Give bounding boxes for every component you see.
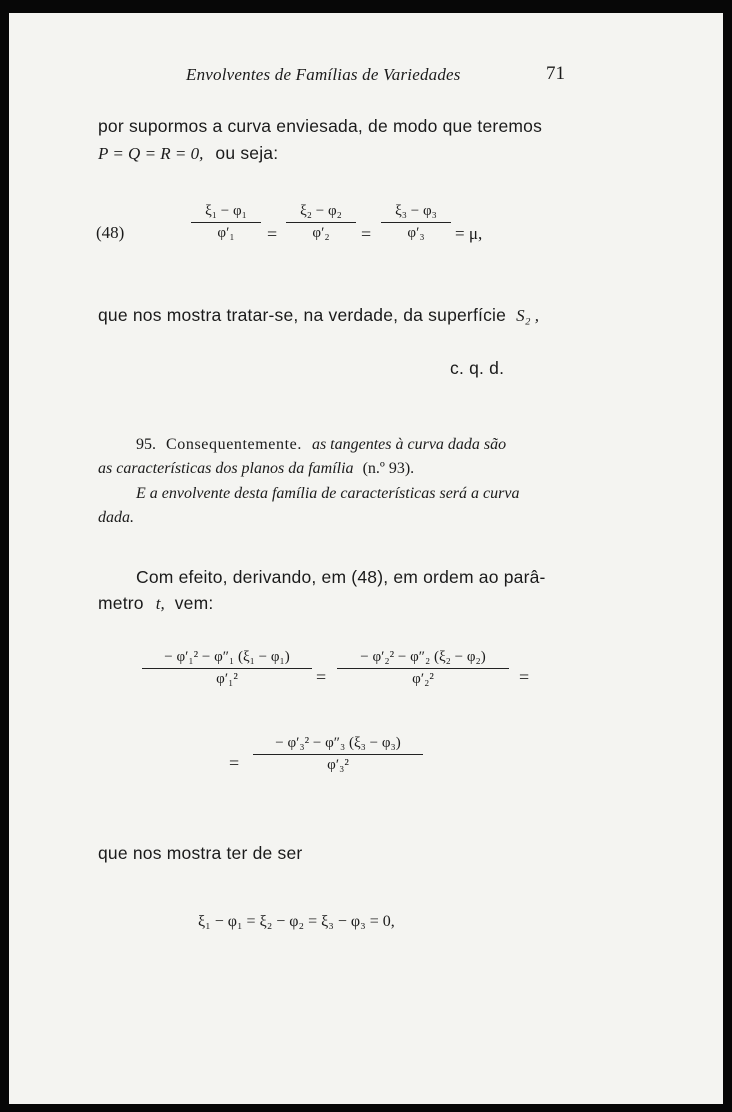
para95-line-1 [136,436,506,454]
eq48-denominator-1: φ′₁ [217,225,235,241]
deriv-equals-2: = [519,667,530,687]
para95-ref: (n.º 93). [362,460,415,477]
qed-mark: c. q. d. [450,358,505,378]
deriv-fraction-3 [253,735,423,774]
para95-line-2 [98,460,414,478]
deriv-numerator-3: − φ′₃² − φ″₃ (ξ₃ − φ₃) [275,735,401,751]
condition-pqr: P = Q = R = 0, [98,144,204,163]
deriv-metro: metro [98,593,144,613]
para95-italic-2: as características dos planos da família [98,460,354,477]
fraction-bar [253,754,423,755]
intro-line-1: por supormos a curva enviesada, de modo que teremos [98,116,543,136]
eq48-equals-2: = [361,224,372,244]
book-page [9,13,723,1104]
deriv-numerator-2: − φ′₂² − φ″₂ (ξ₂ − φ₂) [360,649,486,665]
eq48-fraction-3 [381,203,451,242]
deriv-equals-1: = [316,667,327,687]
para95-line-4: dada. [98,509,134,526]
deriv-numerator-1: − φ′₁² − φ″₁ (ξ₁ − φ₁) [164,649,290,665]
deriv-denominator-1: φ′₁² [216,671,238,687]
after48-text: que nos mostra tratar-se, na verdade, da superfície [98,305,507,325]
para95-line-3: E a envolvente desta família de características será a curva [136,485,520,502]
eq48-denominator-3: φ′₃ [407,225,425,241]
eq48-numerator-1: ξ₁ − φ₁ [205,203,247,219]
eq48-rhs-mu: = μ, [455,224,483,243]
deriv-vem: vem: [174,593,214,613]
deriv-fraction-2 [337,649,509,688]
intro-ou-seja: ou seja: [215,143,279,163]
deriv-equals-3: = [229,753,240,773]
deriv-var-t: t, [155,594,165,613]
eq48-numerator-2: ξ₂ − φ₂ [300,203,342,219]
eq48-fraction-2 [286,203,356,242]
deriv-line-2 [98,593,213,614]
running-header-title: Envolventes de Famílias de Variedades [186,65,461,84]
deriv-line-1: Com efeito, derivando, em (48), em ordem ao parâ- [136,567,546,587]
fraction-bar [286,222,356,223]
eq48-numerator-3: ξ₃ − φ₃ [395,203,437,219]
eq48-denominator-2: φ′₂ [312,225,330,241]
eq48-fraction-1 [191,203,261,242]
deriv-denominator-3: φ′₃² [327,757,349,773]
fraction-bar [381,222,451,223]
deriv-fraction-1 [142,649,312,688]
fraction-bar [337,668,509,669]
para95-italic-1: as tangentes à curva dada são [311,436,507,453]
after48-line [98,305,539,326]
page-number: 71 [546,63,565,84]
conclusion-line: que nos mostra ter de ser [98,843,303,863]
equation-label-48: (48) [96,223,125,242]
fraction-bar [142,668,312,669]
eq48-equals-1: = [267,224,278,244]
para95-number: 95. [136,436,156,453]
final-equation: ξ₁ − φ₁ = ξ₂ − φ₂ = ξ₃ − φ₃ = 0, [198,913,395,930]
fraction-bar [191,222,261,223]
deriv-denominator-2: φ′₂² [412,671,434,687]
surface-symbol: S₂ , [516,306,539,325]
intro-line-2 [98,143,278,164]
para95-lead: Consequentemente. [166,436,302,453]
